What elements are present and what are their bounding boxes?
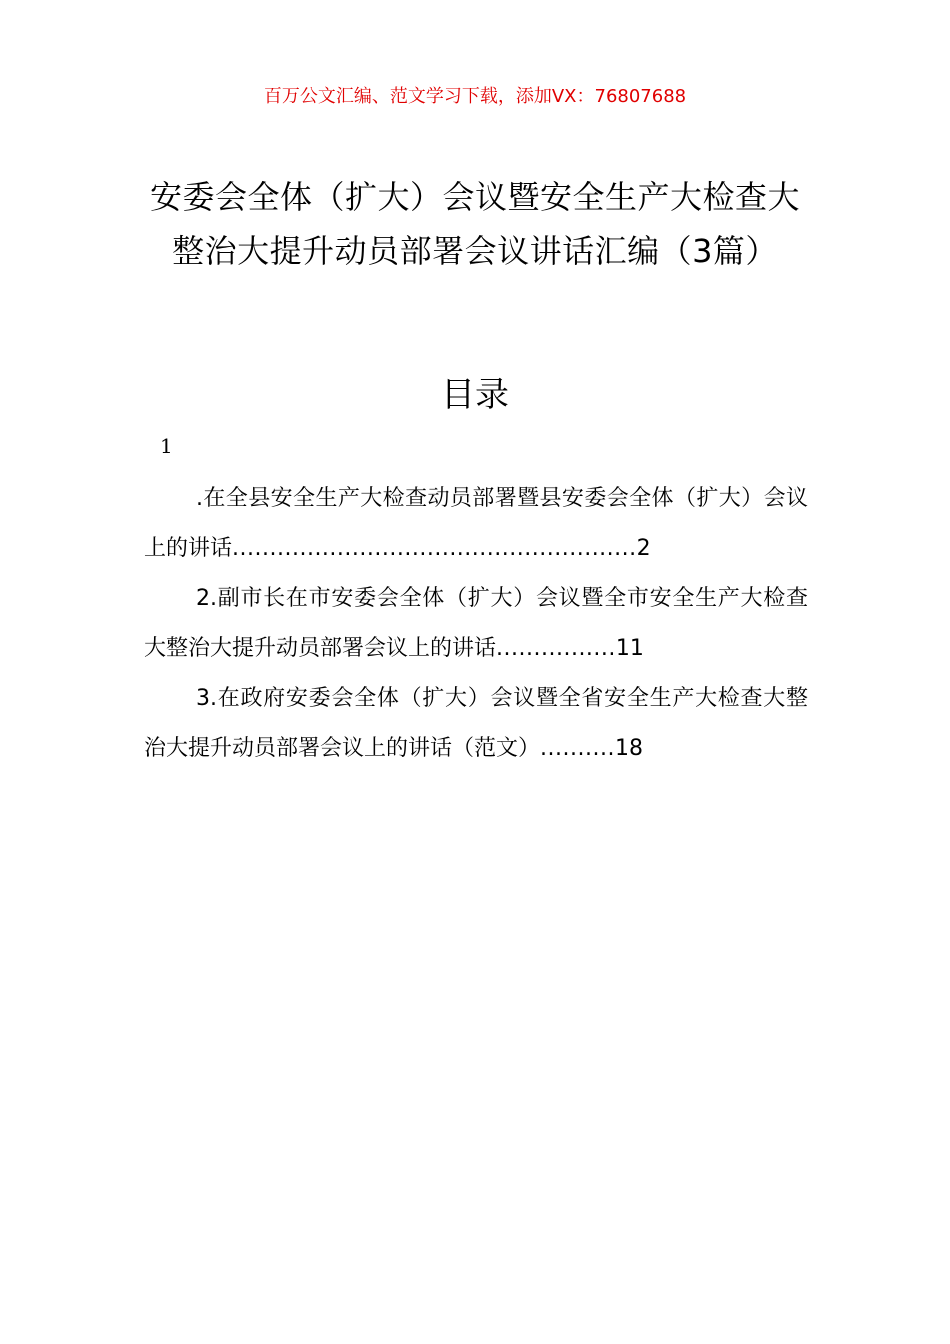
toc-entry-text: .在全县安全生产大检查动员部署暨县安委会全体（扩大）会议上的讲话 [144,486,808,561]
toc-entry-leader: ................ [496,636,616,661]
toc-entry-text: 2.副市长在市安委会全体（扩大）会议暨全市安全生产大检查大整治大提升动员部署会议上的讲话 [144,586,808,661]
toc-heading: 目录 [441,375,509,415]
toc-entry-text: 3.在政府安委会全体（扩大）会议暨全省安全生产大检查大整治大提升动员部署会议上的讲话（范文） [144,686,808,761]
toc-entry-leader: ...................................................... [232,536,637,561]
toc-entry-page: 2 [636,536,651,561]
toc-entry[interactable] [144,674,808,774]
toc-entry[interactable] [144,574,808,674]
header-note: 百万公文汇编、范文学习下载，添加VX：76807688 [263,86,687,107]
toc-entry-page: 18 [614,736,643,761]
toc-entry-leader: .......... [540,736,615,761]
toc-entry[interactable] [144,474,808,574]
toc-entry-page: 11 [615,636,644,661]
toc-list [144,474,808,774]
document-title: 安委会全体（扩大）会议暨安全生产大检查大整治大提升动员部署会议讲话汇编（3篇） [149,178,800,270]
toc-stray-number: 1 [160,434,173,458]
